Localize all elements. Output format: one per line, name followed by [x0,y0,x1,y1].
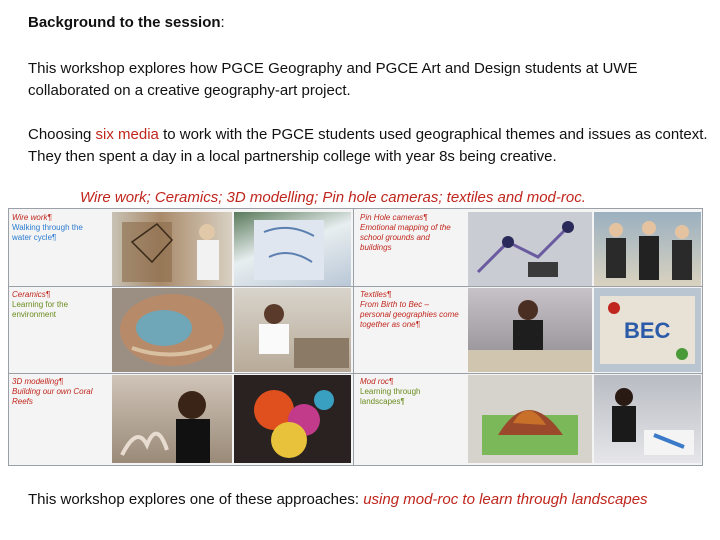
six-media-highlight: six media [95,126,159,143]
photo-mod-roc-students [594,375,701,463]
photo-students-cameras [594,212,701,286]
photo-mod-roc-landscape [468,375,592,463]
caption-body: Building our own Coral Reefs [12,387,93,406]
media-paragraph [28,124,718,168]
page-heading [28,12,225,34]
footer-sentence [28,489,718,511]
photo-bec-textile [594,288,701,372]
photo-wire-work-sculpture [112,212,232,286]
photo-coral-reef-student [112,375,232,463]
caption-body: Learning for the environment [12,300,69,319]
caption-title: 3D modelling¶ [12,377,63,386]
photo-collage [8,208,703,466]
photo-water-cycle-board [234,212,351,286]
footer-pre: This workshop explores one of these approaches: [28,491,364,508]
p2-post: to work with the PGCE students used geographical themes and issues as context. They then spent a day in a local partnership college with year 8s being creative. [28,126,708,165]
caption-textiles [360,290,460,330]
photo-coral-reef-model [234,375,351,463]
caption-title: Mod roc¶ [360,377,394,386]
caption-body: Learning through landscapes¶ [360,387,421,406]
photo-textiles-students [468,288,592,372]
caption-3d-modelling [12,377,98,407]
caption-title: Wire work¶ [12,213,52,222]
caption-pin-hole-cameras [360,213,460,253]
photo-emotional-map [468,212,592,286]
heading-bold: Background to the session [28,14,221,31]
caption-body: From Birth to Bec – personal geographies come together as one¶ [360,300,459,329]
caption-title: Ceramics¶ [12,290,51,299]
intro-paragraph: This workshop explores how PGCE Geography and PGCE Art and Design students at UWE collaborated on a creative geography-art project. [28,60,638,99]
heading-colon: : [220,14,225,31]
footer-highlight: using mod-roc to learn through landscapes [363,491,648,508]
caption-title: Pin Hole cameras¶ [360,213,428,222]
photo-ceramic-tile [112,288,232,372]
svg-text:BEC: BEC [624,318,671,343]
p2-pre: Choosing [28,126,96,143]
caption-body: Walking through the water cycle¶ [12,223,83,242]
photo-ceramics-workshop [234,288,351,372]
caption-title: Textiles¶ [360,290,392,299]
caption-body: Emotional mapping of the school grounds and buildings [360,223,451,252]
caption-ceramics [12,290,98,320]
caption-wire-work [12,213,98,243]
caption-mod-roc [360,377,460,407]
media-list: Wire work; Ceramics; 3D modelling; Pin hole cameras; textiles and mod-roc. [80,189,586,206]
